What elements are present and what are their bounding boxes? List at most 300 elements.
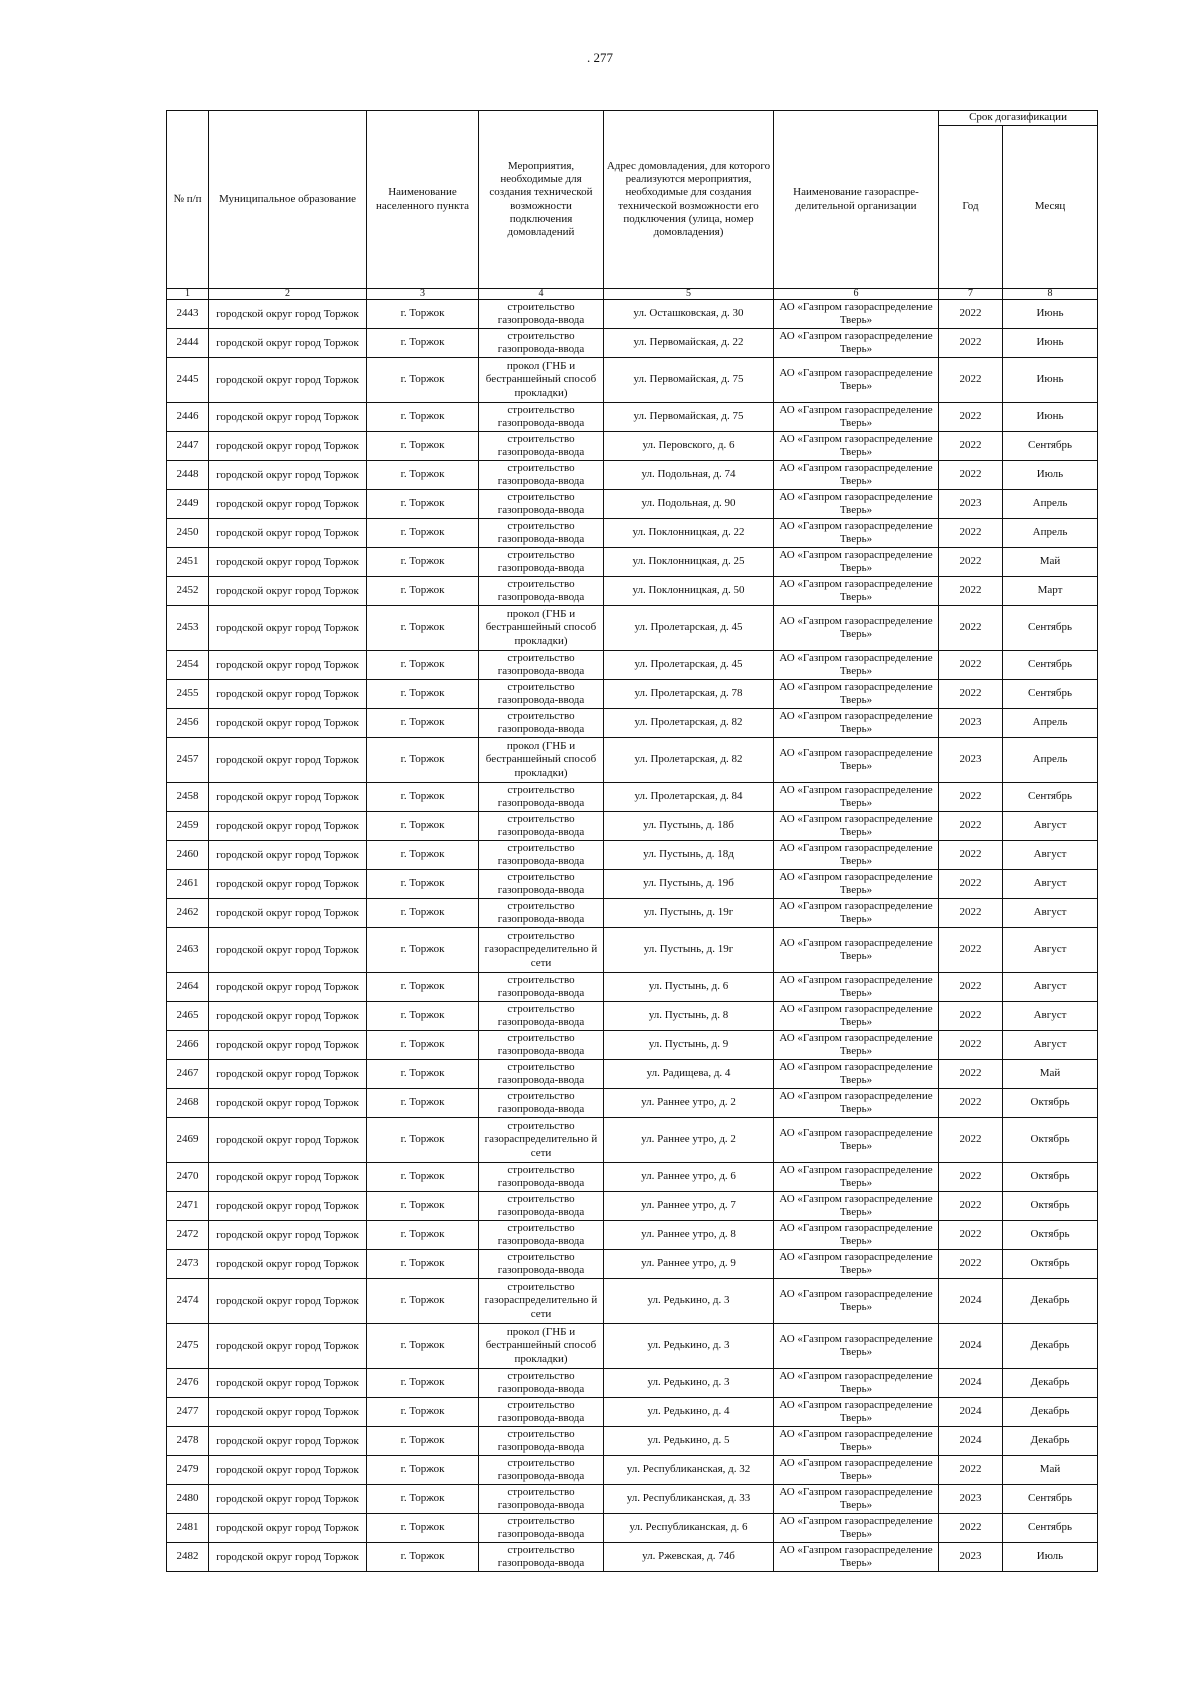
cell-measure: строительство газопровода-ввода (479, 519, 604, 548)
cell-settlement: г. Торжок (367, 329, 479, 358)
cell-settlement: г. Торжок (367, 1089, 479, 1118)
cell-num: 2467 (167, 1060, 209, 1089)
cell-year: 2022 (939, 1221, 1003, 1250)
table-row (167, 1369, 1098, 1398)
cell-settlement: г. Торжок (367, 841, 479, 870)
cell-year: 2022 (939, 461, 1003, 490)
column-number: 6 (774, 289, 939, 300)
cell-org: АО «Газпром газораспределение Тверь» (774, 1369, 939, 1398)
cell-settlement: г. Торжок (367, 651, 479, 680)
cell-address: ул. Раннее утро, д. 8 (604, 1221, 774, 1250)
table-row (167, 1089, 1098, 1118)
cell-month: Август (1003, 1002, 1098, 1031)
cell-municipality: городской округ город Торжок (209, 1118, 367, 1163)
cell-org: АО «Газпром газораспределение Тверь» (774, 973, 939, 1002)
cell-measure: строительство газопровода-ввода (479, 461, 604, 490)
cell-settlement: г. Торжок (367, 1369, 479, 1398)
cell-org: АО «Газпром газораспределение Тверь» (774, 1060, 939, 1089)
table-row (167, 812, 1098, 841)
table-row (167, 1002, 1098, 1031)
cell-num: 2465 (167, 1002, 209, 1031)
cell-settlement: г. Торжок (367, 1060, 479, 1089)
cell-address: ул. Поклонницкая, д. 50 (604, 577, 774, 606)
cell-year: 2022 (939, 519, 1003, 548)
cell-settlement: г. Торжок (367, 973, 479, 1002)
cell-municipality: городской округ город Торжок (209, 973, 367, 1002)
cell-settlement: г. Торжок (367, 490, 479, 519)
cell-org: АО «Газпром газораспределение Тверь» (774, 1118, 939, 1163)
cell-year: 2023 (939, 738, 1003, 783)
column-number: 3 (367, 289, 479, 300)
cell-municipality: городской округ город Торжок (209, 1163, 367, 1192)
header-measures: Мероприятия, необходимые для создания технической возможности подключения домовладений (479, 111, 604, 289)
cell-org: АО «Газпром газораспределение Тверь» (774, 1002, 939, 1031)
cell-num: 2458 (167, 783, 209, 812)
cell-org: АО «Газпром газораспределение Тверь» (774, 1163, 939, 1192)
cell-year: 2022 (939, 432, 1003, 461)
cell-measure: строительство газопровода-ввода (479, 1427, 604, 1456)
cell-address: ул. Редькино, д. 3 (604, 1369, 774, 1398)
cell-year: 2022 (939, 1250, 1003, 1279)
cell-year: 2022 (939, 1060, 1003, 1089)
cell-month: Декабрь (1003, 1398, 1098, 1427)
cell-num: 2451 (167, 548, 209, 577)
cell-num: 2449 (167, 490, 209, 519)
header-month: Месяц (1003, 126, 1098, 289)
cell-month: Сентябрь (1003, 606, 1098, 651)
cell-address: ул. Редькино, д. 4 (604, 1398, 774, 1427)
header-org: Наименование газораспре-делительной организации (774, 111, 939, 289)
cell-municipality: городской округ город Торжок (209, 300, 367, 329)
cell-address: ул. Пролетарская, д. 78 (604, 680, 774, 709)
cell-municipality: городской округ город Торжок (209, 1543, 367, 1572)
cell-measure: строительство газопровода-ввода (479, 1398, 604, 1427)
cell-municipality: городской округ город Торжок (209, 783, 367, 812)
cell-num: 2454 (167, 651, 209, 680)
cell-org: АО «Газпром газораспределение Тверь» (774, 1192, 939, 1221)
cell-municipality: городской округ город Торжок (209, 1514, 367, 1543)
cell-measure: строительство газопровода-ввода (479, 432, 604, 461)
cell-num: 2468 (167, 1089, 209, 1118)
cell-settlement: г. Торжок (367, 1398, 479, 1427)
table-row (167, 973, 1098, 1002)
cell-month: Май (1003, 1456, 1098, 1485)
cell-num: 2477 (167, 1398, 209, 1427)
cell-municipality: городской округ город Торжок (209, 651, 367, 680)
cell-measure: строительство газопровода-ввода (479, 577, 604, 606)
cell-org: АО «Газпром газораспределение Тверь» (774, 300, 939, 329)
cell-address: ул. Пролетарская, д. 45 (604, 651, 774, 680)
cell-year: 2022 (939, 1002, 1003, 1031)
cell-address: ул. Ржевская, д. 74б (604, 1543, 774, 1572)
table-row (167, 300, 1098, 329)
cell-address: ул. Редькино, д. 3 (604, 1279, 774, 1324)
cell-address: ул. Пустынь, д. 18д (604, 841, 774, 870)
cell-org: АО «Газпром газораспределение Тверь» (774, 490, 939, 519)
cell-month: Сентябрь (1003, 1514, 1098, 1543)
cell-municipality: городской округ город Торжок (209, 1485, 367, 1514)
cell-measure: строительство газопровода-ввода (479, 1485, 604, 1514)
cell-org: АО «Газпром газораспределение Тверь» (774, 1221, 939, 1250)
cell-month: Сентябрь (1003, 651, 1098, 680)
cell-month: Сентябрь (1003, 680, 1098, 709)
cell-month: Октябрь (1003, 1250, 1098, 1279)
cell-municipality: городской округ город Торжок (209, 1427, 367, 1456)
cell-measure: прокол (ГНБ и бестраншейный способ прокладки) (479, 358, 604, 403)
cell-year: 2023 (939, 1543, 1003, 1572)
cell-measure: строительство газопровода-ввода (479, 651, 604, 680)
table-row (167, 783, 1098, 812)
table-row (167, 899, 1098, 928)
cell-num: 2457 (167, 738, 209, 783)
cell-year: 2022 (939, 973, 1003, 1002)
cell-address: ул. Поклонницкая, д. 25 (604, 548, 774, 577)
cell-num: 2473 (167, 1250, 209, 1279)
cell-settlement: г. Торжок (367, 1221, 479, 1250)
cell-month: Апрель (1003, 709, 1098, 738)
cell-municipality: городской округ город Торжок (209, 1324, 367, 1369)
cell-month: Март (1003, 577, 1098, 606)
cell-org: АО «Газпром газораспределение Тверь» (774, 738, 939, 783)
cell-num: 2475 (167, 1324, 209, 1369)
cell-org: АО «Газпром газораспределение Тверь» (774, 1456, 939, 1485)
cell-year: 2022 (939, 358, 1003, 403)
cell-measure: строительство газораспределительно й сети (479, 928, 604, 973)
cell-month: Июнь (1003, 358, 1098, 403)
cell-num: 2476 (167, 1369, 209, 1398)
cell-settlement: г. Торжок (367, 1514, 479, 1543)
cell-month: Июнь (1003, 329, 1098, 358)
cell-address: ул. Первомайская, д. 22 (604, 329, 774, 358)
cell-measure: строительство газопровода-ввода (479, 300, 604, 329)
header-group-row (167, 111, 1098, 126)
cell-measure: строительство газопровода-ввода (479, 1221, 604, 1250)
cell-year: 2022 (939, 870, 1003, 899)
cell-month: Июль (1003, 461, 1098, 490)
cell-year: 2022 (939, 1031, 1003, 1060)
cell-num: 2455 (167, 680, 209, 709)
column-number: 2 (209, 289, 367, 300)
cell-year: 2024 (939, 1279, 1003, 1324)
cell-org: АО «Газпром газораспределение Тверь» (774, 358, 939, 403)
cell-municipality: городской округ город Торжок (209, 606, 367, 651)
cell-org: АО «Газпром газораспределение Тверь» (774, 1514, 939, 1543)
cell-year: 2022 (939, 928, 1003, 973)
cell-month: Апрель (1003, 490, 1098, 519)
cell-month: Май (1003, 1060, 1098, 1089)
cell-address: ул. Пустынь, д. 19г (604, 928, 774, 973)
cell-num: 2474 (167, 1279, 209, 1324)
cell-num: 2482 (167, 1543, 209, 1572)
table-row (167, 519, 1098, 548)
cell-num: 2456 (167, 709, 209, 738)
cell-settlement: г. Торжок (367, 358, 479, 403)
cell-org: АО «Газпром газораспределение Тверь» (774, 812, 939, 841)
cell-address: ул. Первомайская, д. 75 (604, 358, 774, 403)
cell-month: Апрель (1003, 738, 1098, 783)
table-row (167, 329, 1098, 358)
cell-year: 2022 (939, 1456, 1003, 1485)
cell-settlement: г. Торжок (367, 928, 479, 973)
cell-settlement: г. Торжок (367, 709, 479, 738)
cell-address: ул. Раннее утро, д. 9 (604, 1250, 774, 1279)
table-row (167, 1118, 1098, 1163)
cell-address: ул. Поклонницкая, д. 22 (604, 519, 774, 548)
cell-org: АО «Газпром газораспределение Тверь» (774, 1427, 939, 1456)
header-deadline-group: Срок догазификации (939, 111, 1098, 126)
cell-month: Декабрь (1003, 1427, 1098, 1456)
cell-org: АО «Газпром газораспределение Тверь» (774, 1543, 939, 1572)
cell-num: 2444 (167, 329, 209, 358)
cell-num: 2450 (167, 519, 209, 548)
cell-measure: строительство газопровода-ввода (479, 490, 604, 519)
cell-settlement: г. Торжок (367, 1485, 479, 1514)
cell-year: 2022 (939, 680, 1003, 709)
cell-settlement: г. Торжок (367, 899, 479, 928)
table-row (167, 651, 1098, 680)
cell-municipality: городской округ город Торжок (209, 1031, 367, 1060)
column-number: 8 (1003, 289, 1098, 300)
header-num: № п/п (167, 111, 209, 289)
cell-year: 2022 (939, 1192, 1003, 1221)
cell-year: 2022 (939, 1089, 1003, 1118)
cell-year: 2022 (939, 651, 1003, 680)
cell-municipality: городской округ город Торжок (209, 1192, 367, 1221)
cell-month: Август (1003, 812, 1098, 841)
cell-municipality: городской округ город Торжок (209, 709, 367, 738)
cell-municipality: городской округ город Торжок (209, 1221, 367, 1250)
cell-municipality: городской округ город Торжок (209, 1369, 367, 1398)
table-row (167, 1031, 1098, 1060)
cell-org: АО «Газпром газораспределение Тверь» (774, 1089, 939, 1118)
cell-month: Июль (1003, 1543, 1098, 1572)
header-settlement: Наименование населенного пункта (367, 111, 479, 289)
cell-num: 2471 (167, 1192, 209, 1221)
cell-measure: строительство газопровода-ввода (479, 899, 604, 928)
cell-address: ул. Раннее утро, д. 2 (604, 1118, 774, 1163)
cell-settlement: г. Торжок (367, 870, 479, 899)
cell-org: АО «Газпром газораспределение Тверь» (774, 680, 939, 709)
cell-org: АО «Газпром газораспределение Тверь» (774, 783, 939, 812)
header-address: Адрес домовладения, для которого реализуются мероприятия, необходимые для создания технической возможности его подключения (улица, номер домовладения) (604, 111, 774, 289)
cell-month: Декабрь (1003, 1369, 1098, 1398)
table-row (167, 680, 1098, 709)
cell-year: 2024 (939, 1369, 1003, 1398)
cell-num: 2464 (167, 973, 209, 1002)
table-row (167, 606, 1098, 651)
cell-num: 2461 (167, 870, 209, 899)
column-number: 5 (604, 289, 774, 300)
cell-measure: строительство газопровода-ввода (479, 783, 604, 812)
cell-municipality: городской округ город Торжок (209, 1398, 367, 1427)
cell-org: АО «Газпром газораспределение Тверь» (774, 606, 939, 651)
cell-num: 2460 (167, 841, 209, 870)
table-row (167, 1514, 1098, 1543)
cell-month: Октябрь (1003, 1192, 1098, 1221)
cell-year: 2022 (939, 329, 1003, 358)
cell-municipality: городской округ город Торжок (209, 403, 367, 432)
cell-num: 2463 (167, 928, 209, 973)
cell-month: Октябрь (1003, 1089, 1098, 1118)
cell-municipality: городской округ город Торжок (209, 738, 367, 783)
page-number: . 277 (587, 50, 613, 65)
table-row (167, 548, 1098, 577)
cell-address: ул. Пролетарская, д. 45 (604, 606, 774, 651)
cell-address: ул. Перовского, д. 6 (604, 432, 774, 461)
cell-measure: строительство газопровода-ввода (479, 870, 604, 899)
cell-num: 2443 (167, 300, 209, 329)
cell-settlement: г. Торжок (367, 812, 479, 841)
cell-settlement: г. Торжок (367, 432, 479, 461)
cell-settlement: г. Торжок (367, 783, 479, 812)
cell-num: 2447 (167, 432, 209, 461)
cell-org: АО «Газпром газораспределение Тверь» (774, 1250, 939, 1279)
cell-address: ул. Пустынь, д. 19б (604, 870, 774, 899)
cell-org: АО «Газпром газораспределение Тверь» (774, 1398, 939, 1427)
cell-org: АО «Газпром газораспределение Тверь» (774, 432, 939, 461)
table-row (167, 577, 1098, 606)
table-row (167, 490, 1098, 519)
cell-year: 2023 (939, 1485, 1003, 1514)
cell-municipality: городской округ город Торжок (209, 870, 367, 899)
cell-month: Август (1003, 870, 1098, 899)
cell-measure: строительство газопровода-ввода (479, 329, 604, 358)
cell-municipality: городской округ город Торжок (209, 1002, 367, 1031)
cell-municipality: городской округ город Торжок (209, 432, 367, 461)
cell-municipality: городской округ город Торжок (209, 461, 367, 490)
cell-settlement: г. Торжок (367, 548, 479, 577)
cell-measure: строительство газораспределительно й сети (479, 1279, 604, 1324)
cell-measure: прокол (ГНБ и бестраншейный способ прокладки) (479, 738, 604, 783)
cell-month: Август (1003, 928, 1098, 973)
cell-municipality: городской округ город Торжок (209, 841, 367, 870)
cell-year: 2022 (939, 300, 1003, 329)
column-number: 1 (167, 289, 209, 300)
cell-org: АО «Газпром газораспределение Тверь» (774, 1485, 939, 1514)
table-row (167, 1163, 1098, 1192)
cell-settlement: г. Торжок (367, 606, 479, 651)
cell-measure: строительство газопровода-ввода (479, 1002, 604, 1031)
cell-year: 2022 (939, 1163, 1003, 1192)
cell-year: 2022 (939, 812, 1003, 841)
cell-address: ул. Пролетарская, д. 82 (604, 738, 774, 783)
cell-municipality: городской округ город Торжок (209, 329, 367, 358)
cell-month: Май (1003, 548, 1098, 577)
table-row (167, 1192, 1098, 1221)
cell-month: Сентябрь (1003, 432, 1098, 461)
cell-municipality: городской округ город Торжок (209, 1060, 367, 1089)
cell-address: ул. Республиканская, д. 33 (604, 1485, 774, 1514)
table-row (167, 870, 1098, 899)
cell-year: 2022 (939, 841, 1003, 870)
cell-month: Апрель (1003, 519, 1098, 548)
cell-org: АО «Газпром газораспределение Тверь» (774, 709, 939, 738)
cell-settlement: г. Торжок (367, 1163, 479, 1192)
cell-address: ул. Пролетарская, д. 84 (604, 783, 774, 812)
cell-month: Октябрь (1003, 1221, 1098, 1250)
cell-settlement: г. Торжок (367, 1002, 479, 1031)
cell-address: ул. Республиканская, д. 6 (604, 1514, 774, 1543)
cell-num: 2469 (167, 1118, 209, 1163)
cell-org: АО «Газпром газораспределение Тверь» (774, 651, 939, 680)
cell-municipality: городской округ город Торжок (209, 577, 367, 606)
cell-measure: строительство газопровода-ввода (479, 680, 604, 709)
cell-year: 2022 (939, 403, 1003, 432)
cell-org: АО «Газпром газораспределение Тверь» (774, 403, 939, 432)
header-municipality: Муниципальное образование (209, 111, 367, 289)
table-row (167, 1221, 1098, 1250)
cell-org: АО «Газпром газораспределение Тверь» (774, 519, 939, 548)
cell-org: АО «Газпром газораспределение Тверь» (774, 1031, 939, 1060)
cell-measure: строительство газопровода-ввода (479, 1192, 604, 1221)
cell-settlement: г. Торжок (367, 300, 479, 329)
cell-settlement: г. Торжок (367, 403, 479, 432)
cell-year: 2023 (939, 490, 1003, 519)
table-row (167, 358, 1098, 403)
cell-month: Август (1003, 1031, 1098, 1060)
cell-year: 2022 (939, 1514, 1003, 1543)
cell-year: 2024 (939, 1398, 1003, 1427)
cell-org: АО «Газпром газораспределение Тверь» (774, 841, 939, 870)
table-row (167, 432, 1098, 461)
cell-municipality: городской округ город Торжок (209, 680, 367, 709)
cell-settlement: г. Торжок (367, 1543, 479, 1572)
cell-month: Декабрь (1003, 1324, 1098, 1369)
cell-settlement: г. Торжок (367, 1192, 479, 1221)
cell-year: 2023 (939, 709, 1003, 738)
header-year: Год (939, 126, 1003, 289)
cell-year: 2022 (939, 783, 1003, 812)
cell-month: Октябрь (1003, 1118, 1098, 1163)
cell-address: ул. Редькино, д. 5 (604, 1427, 774, 1456)
cell-month: Август (1003, 899, 1098, 928)
cell-address: ул. Подольная, д. 74 (604, 461, 774, 490)
cell-num: 2452 (167, 577, 209, 606)
cell-address: ул. Пустынь, д. 18б (604, 812, 774, 841)
cell-num: 2459 (167, 812, 209, 841)
cell-num: 2446 (167, 403, 209, 432)
cell-settlement: г. Торжок (367, 1250, 479, 1279)
cell-measure: строительство газопровода-ввода (479, 1456, 604, 1485)
cell-settlement: г. Торжок (367, 461, 479, 490)
table-row (167, 1060, 1098, 1089)
cell-org: АО «Газпром газораспределение Тверь» (774, 1279, 939, 1324)
cell-municipality: городской округ город Торжок (209, 1279, 367, 1324)
cell-measure: строительство газопровода-ввода (479, 1250, 604, 1279)
cell-measure: строительство газопровода-ввода (479, 1543, 604, 1572)
cell-num: 2445 (167, 358, 209, 403)
cell-measure: строительство газопровода-ввода (479, 1031, 604, 1060)
cell-measure: строительство газопровода-ввода (479, 1089, 604, 1118)
cell-municipality: городской округ город Торжок (209, 1250, 367, 1279)
cell-measure: прокол (ГНБ и бестраншейный способ прокладки) (479, 1324, 604, 1369)
cell-measure: строительство газопровода-ввода (479, 548, 604, 577)
cell-settlement: г. Торжок (367, 680, 479, 709)
table-row (167, 1543, 1098, 1572)
gasification-table (166, 110, 1098, 1572)
cell-num: 2481 (167, 1514, 209, 1543)
table-row (167, 1398, 1098, 1427)
table-row (167, 1324, 1098, 1369)
cell-year: 2024 (939, 1427, 1003, 1456)
cell-month: Июнь (1003, 403, 1098, 432)
table-body (167, 300, 1098, 1572)
column-number: 4 (479, 289, 604, 300)
cell-measure: строительство газопровода-ввода (479, 709, 604, 738)
cell-num: 2472 (167, 1221, 209, 1250)
cell-year: 2022 (939, 1118, 1003, 1163)
cell-num: 2478 (167, 1427, 209, 1456)
